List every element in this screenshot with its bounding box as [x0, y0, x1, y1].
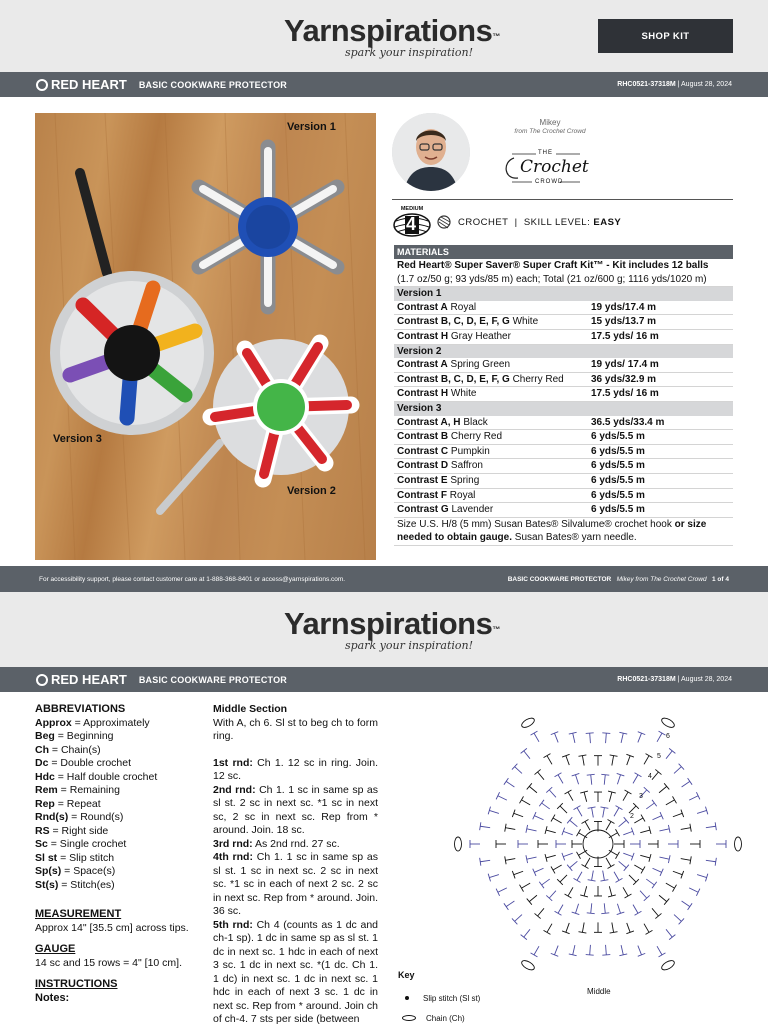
material-row	[394, 416, 733, 431]
key-heading: Key	[398, 970, 415, 980]
abbreviation-key: Ch	[35, 743, 49, 756]
author-from: from The Crochet Crowd	[514, 128, 586, 135]
abbreviation-item	[35, 879, 205, 893]
abbreviation-item	[35, 865, 205, 879]
material-row	[394, 489, 733, 504]
page2-header	[0, 592, 768, 667]
footer-pattern: BASIC COOKWARE PROTECTOR	[507, 575, 612, 583]
key-label: Slip stitch (Sl st)	[423, 993, 481, 1003]
materials-heading: MATERIALS	[394, 245, 733, 259]
svg-text:4: 4	[648, 773, 652, 780]
yarn-color: Black	[463, 416, 488, 428]
contrast-name: Contrast H	[397, 330, 449, 342]
abbreviation-value: = Single crochet	[47, 838, 127, 850]
round-instruction	[213, 757, 378, 784]
yarn-qty: 19 yds/17.4 m	[591, 301, 657, 313]
round-label: 5th rnd:	[213, 918, 253, 931]
middle-section-column	[213, 703, 378, 1027]
key-item	[402, 1008, 738, 1028]
yarn-weight-badge	[392, 206, 432, 238]
key-label: Chain (Ch)	[426, 1013, 465, 1023]
measurement-heading: MEASUREMENT	[35, 908, 122, 920]
skill-text	[458, 217, 621, 228]
logo-tagline: spark your inspiration!	[344, 46, 474, 59]
yarnspirations-logo[interactable]	[284, 606, 500, 652]
yarn-color: Spring	[450, 474, 480, 486]
hook-gauge: or size needed to obtain gauge.	[397, 518, 707, 544]
divider	[392, 199, 733, 200]
code-text: RHC0521-37318M	[617, 676, 676, 683]
author-avatar	[392, 113, 470, 191]
yarn-color: Cherry Red	[512, 373, 564, 385]
abbreviation-value: = Repeat	[54, 797, 101, 810]
measurement-text: Approx 14" [35.5 cm] across tips.	[35, 921, 189, 934]
abbreviation-item	[35, 717, 205, 731]
page-number: 1 of 4	[712, 575, 729, 583]
cc-logo-crowd: CROWD	[535, 179, 564, 185]
pattern-code	[617, 81, 732, 88]
abbreviation-key: Beg	[35, 730, 55, 742]
pattern-name: BASIC COOKWARE PROTECTOR	[138, 674, 287, 685]
abbreviation-key: Sp(s)	[35, 865, 62, 877]
abbreviation-key: Rnd(s)	[35, 811, 69, 823]
skill-value: EASY	[593, 216, 622, 228]
abbreviations-heading: ABBREVIATIONS	[35, 703, 126, 715]
date-text: | August 28, 2024	[677, 676, 732, 683]
contrast-name: Contrast C	[397, 445, 449, 457]
version-2-label: Version 2	[287, 485, 336, 497]
round-text: Ch 1. 12 sc in ring. Join. 12 sc.	[213, 756, 378, 782]
rounds-list	[213, 757, 378, 1027]
footer-author: Mikey from The Crochet Crowd	[616, 575, 707, 583]
contrast-name: Contrast E	[397, 474, 448, 486]
round-instruction	[213, 784, 378, 838]
yarn-qty: 6 yds/5.5 m	[591, 445, 645, 457]
stitch-key	[398, 970, 738, 1028]
contrast-name: Contrast D	[397, 460, 449, 472]
abbreviation-value: = Space(s)	[61, 865, 116, 877]
svg-text:2: 2	[630, 813, 634, 820]
brand-name: RED HEART	[51, 672, 127, 687]
instructions-heading: INSTRUCTIONS	[35, 978, 118, 990]
abbreviation-value: = Slip stitch	[57, 851, 115, 864]
material-row	[394, 315, 733, 330]
material-row	[394, 387, 733, 402]
abbreviation-key: Dc	[35, 757, 49, 769]
material-row	[394, 459, 733, 474]
material-row	[394, 474, 733, 489]
round-text: Ch 4 (counts as 1 dc and ch-1 sp). 1 dc in same sp as sl st. 1 dc in next sc. 1 hdc in each of next 3 sc. 1 dc in next sc. *(1 dc. Ch 1. 1 dc) in next sc. 1 dc in next sc. 1 hdc in each of next 3 sc. 1 dc in next sc. Rep from * around. Join ch of ch-4. 7 sts per side (between	[213, 918, 379, 1025]
version-3-heading: Version 3	[394, 402, 733, 416]
abbreviation-item	[35, 838, 205, 852]
slip-stitch-icon	[405, 996, 409, 1000]
diagram-label: Middle	[587, 987, 611, 996]
abbreviation-key: Rem	[35, 784, 58, 796]
skill-label: SKILL LEVEL:	[523, 216, 591, 228]
heart-icon	[36, 79, 48, 91]
yarn-qty: 15 yds/13.7 m	[591, 316, 657, 328]
yarn-qty: 17.5 yds/ 16 m	[591, 388, 659, 400]
yarn-color: White	[450, 388, 477, 400]
footer-right	[508, 576, 729, 583]
round-label: 2nd rnd:	[213, 783, 256, 796]
material-row	[394, 358, 733, 373]
yarn-qty: 17.5 yds/ 16 m	[591, 330, 659, 342]
yarn-color: Cherry Red	[450, 431, 503, 443]
abbreviation-value: = Beginning	[54, 730, 114, 742]
yarn-color: Gray Heather	[450, 330, 511, 342]
yarn-color: Lavender	[451, 504, 494, 516]
round-label: 4th rnd:	[213, 851, 253, 863]
logo-tm: ™	[492, 32, 500, 41]
abbreviations-list	[35, 717, 205, 893]
yarn-qty: 36.5 yds/33.4 m	[591, 416, 665, 428]
yarn-qty: 36 yds/32.9 m	[591, 373, 657, 385]
abbreviation-item	[35, 811, 205, 825]
version-1-label: Version 1	[287, 121, 336, 133]
abbreviation-item	[35, 784, 205, 798]
abbreviations-column	[35, 703, 205, 1005]
yarnspirations-logo[interactable]	[284, 13, 500, 59]
skill-row	[392, 204, 733, 240]
cc-logo-the: THE	[538, 150, 553, 156]
abbreviation-key: Sl st	[35, 851, 58, 864]
needle-desc: Susan Bates® yarn needle.	[514, 532, 637, 544]
material-row	[394, 445, 733, 460]
yarn-color: White	[512, 316, 539, 328]
abbreviation-item	[35, 757, 205, 771]
abbreviation-key: St(s)	[35, 878, 59, 891]
yarn-color: Saffron	[450, 460, 483, 472]
round-label: 1st rnd:	[213, 756, 253, 769]
material-row	[394, 330, 733, 345]
kit-title: Red Heart® Super Saver® Super Craft Kit™ - Kit includes 12 balls	[397, 260, 709, 271]
version-2-heading: Version 2	[394, 345, 733, 359]
abbreviation-item	[35, 744, 205, 758]
red-heart-brand	[36, 77, 127, 92]
round-text: As 2nd rnd. 27 sc.	[252, 837, 340, 850]
pattern-title-bar	[0, 72, 768, 97]
svg-text:6: 6	[666, 733, 670, 740]
abbreviation-key: Hdc	[35, 770, 55, 783]
shop-kit-button[interactable]: SHOP KIT	[598, 19, 733, 53]
chain-icon	[402, 1015, 416, 1021]
page1-header	[0, 0, 768, 72]
yarn-color: Royal	[449, 489, 476, 501]
material-row	[394, 430, 733, 445]
heart-icon	[36, 674, 48, 686]
round-instruction	[213, 919, 378, 1027]
version-3-label: Version 3	[53, 433, 102, 445]
abbreviation-value: = Chain(s)	[49, 743, 101, 756]
material-row	[394, 503, 733, 518]
version-1-heading: Version 1	[394, 287, 733, 301]
contrast-name: Contrast F	[397, 489, 447, 501]
crochet-chart-diagram	[450, 712, 746, 977]
pattern-name: BASIC COOKWARE PROTECTOR	[138, 79, 287, 90]
contrast-name: Contrast B, C, D, E, F, G	[397, 316, 510, 328]
svg-text:3: 3	[639, 793, 643, 800]
logo-text: Yarnspirations	[284, 606, 493, 641]
abbreviation-item	[35, 852, 205, 866]
abbreviation-key: RS	[35, 824, 50, 837]
round-text: Ch 1. 1 sc in same sp as sl st. 1 sc in next sc. 2 sc in next sc. *1 sc in each of next 2 sc. 2 sc in next sc. Rep from * around. Join. 36 sc.	[213, 851, 379, 917]
abbreviation-value: = Right side	[49, 824, 109, 837]
abbreviation-value: = Half double crochet	[54, 770, 158, 783]
gauge-text: 14 sc and 15 rows = 4" [10 cm].	[35, 956, 183, 969]
page1-footer	[0, 566, 768, 592]
code-text: RHC0521-37318M	[617, 81, 676, 88]
abbreviation-value: = Remaining	[57, 784, 120, 796]
contrast-name: Contrast A	[397, 301, 448, 313]
material-row	[394, 373, 733, 388]
cc-logo-crochet: Crochet	[520, 157, 589, 177]
contrast-name: Contrast H	[397, 388, 449, 400]
yarn-color: Royal	[450, 301, 477, 313]
yarn-qty: 6 yds/5.5 m	[591, 474, 645, 486]
contrast-name: Contrast G	[397, 504, 449, 516]
brand-name: RED HEART	[51, 77, 127, 92]
round-text: Ch 1. 1 sc in same sp as sl st. 2 sc in next sc. *1 sc in next sc, 2 sc in next sc. Rep from * around. Join. 18 sc.	[213, 783, 379, 836]
abbreviation-item	[35, 730, 205, 744]
abbreviation-item	[35, 825, 205, 839]
materials-table	[394, 245, 733, 546]
gauge-heading: GAUGE	[35, 943, 76, 955]
hook-desc: Size U.S. H/8 (5 mm) Susan Bates® Silvalume® crochet hook	[397, 518, 672, 530]
notes-heading: Notes:	[35, 991, 70, 1004]
crochet-crowd-logo	[500, 144, 592, 190]
yarn-color: Pumpkin	[450, 445, 490, 457]
accessibility-text: For accessibility support, please contact customer care at 1-888-368-8401 or access@yarnspirations.com.	[39, 575, 346, 583]
yarn-color: Spring Green	[450, 359, 511, 371]
logo-tagline: spark your inspiration!	[344, 639, 474, 652]
abbreviation-value: = Stitch(es)	[58, 878, 115, 891]
round-instruction	[213, 838, 378, 852]
abbreviation-value: = Approximately	[71, 716, 150, 729]
abbreviation-key: Rep	[35, 797, 55, 810]
badge-number: 4	[406, 214, 417, 234]
abbreviation-key: Approx	[35, 716, 72, 729]
contrast-name: Contrast B	[397, 431, 449, 443]
round-label: 3rd rnd:	[213, 837, 253, 850]
middle-intro: With A, ch 6. Sl st to beg ch to form ring.	[213, 716, 378, 742]
abbreviation-key: Sc	[35, 838, 48, 850]
contrast-name: Contrast A	[397, 359, 448, 371]
date-text: | August 28, 2024	[677, 81, 732, 88]
pattern-code	[617, 676, 732, 683]
logo-text: Yarnspirations	[284, 13, 493, 48]
yarn-qty: 6 yds/5.5 m	[591, 504, 645, 516]
material-row	[394, 301, 733, 316]
kit-desc: (1.7 oz/50 g; 93 yds/85 m) each; Total (21 oz/600 g; 1116 yds/1020 m)	[394, 273, 733, 288]
abbreviation-item	[35, 771, 205, 785]
contrast-name: Contrast A, H	[397, 416, 461, 428]
abbreviation-value: = Round(s)	[68, 811, 124, 823]
yarn-qty: 6 yds/5.5 m	[591, 431, 645, 443]
contrast-name: Contrast B, C, D, E, F, G	[397, 373, 510, 385]
craft-type: CROCHET	[458, 216, 509, 228]
middle-heading: Middle Section	[213, 703, 288, 715]
key-item	[402, 988, 738, 1008]
hook-text	[394, 518, 733, 546]
abbreviation-value: = Double crochet	[48, 757, 132, 769]
author-name: Mikey	[539, 118, 561, 127]
round-instruction	[213, 851, 378, 919]
badge-label: MEDIUM	[400, 206, 424, 212]
product-photo	[35, 113, 376, 560]
logo-tm: ™	[492, 625, 500, 634]
yarn-qty: 19 yds/ 17.4 m	[591, 359, 659, 371]
red-heart-brand	[36, 672, 127, 687]
pattern-title-bar	[0, 667, 768, 692]
yarn-qty: 6 yds/5.5 m	[591, 460, 645, 472]
svg-text:5: 5	[657, 753, 661, 760]
skill-sep: |	[514, 216, 518, 228]
crochet-hook-icon	[436, 214, 452, 230]
abbreviation-item	[35, 798, 205, 812]
yarn-qty: 6 yds/5.5 m	[591, 489, 645, 501]
